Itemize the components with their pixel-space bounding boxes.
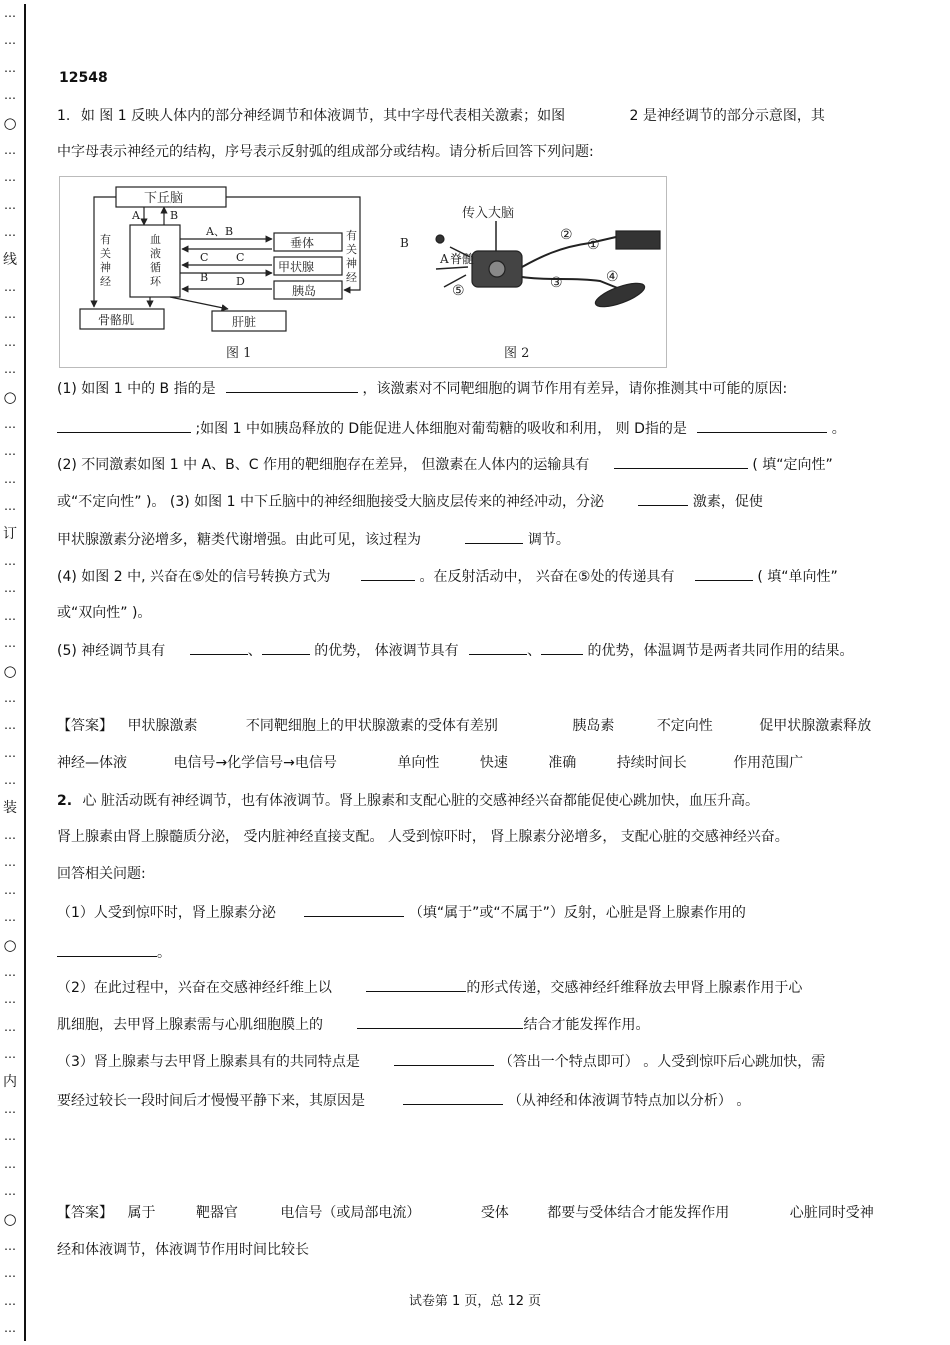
q2-sub1-line2 [57,942,171,963]
q2-answer-3: 电信号（或局部电流） [280,1205,421,1221]
q1-part2-line2 [57,491,763,512]
q1-number: 1. [57,108,71,124]
binding-mark: … [4,554,16,568]
binding-mark: … [4,1129,16,1143]
blood-char-4: 环 [150,275,161,288]
q1-part4-line [57,566,838,587]
fig2-to-brain: 传入大脑 [462,206,515,221]
fig2-label-5: ⑤ [452,283,465,299]
figure-panel [60,177,666,367]
q1-figures [59,176,667,368]
binding-mark: … [4,855,16,869]
blank-q2-1[interactable] [304,902,404,917]
binding-mark: … [4,88,16,102]
thyroid-label: 甲状腺 [278,260,315,274]
q1-answer-4: 不定向性 [656,718,713,734]
blood-char-1: 血 [150,233,161,246]
q2-number: 2. [57,793,73,809]
q1-answer-line-2 [57,753,803,773]
binding-mark: 装 [3,800,17,816]
q1-answer-7: 电信号→化学信号→电信号 [173,755,337,771]
muscle-label: 骨骼肌 [98,313,135,327]
nerve-right-4: 经 [346,271,357,284]
blank-5-humoral-1[interactable] [469,640,527,655]
binding-mark: … [4,773,16,787]
q1-answer-tag: 【答案】 [57,718,113,734]
q1-p1-text-b: ，该激素对不同靶细胞的调节作用有差异，请你推测其中可能的原因: [362,381,788,397]
q2-answer-line-2: 经和体液调节，体液调节作用时间比较长 [57,1242,309,1258]
fig2-label-4: ④ [606,269,619,285]
q2-answer-1: 属于 [127,1205,156,1221]
binding-mark: 订 [3,526,17,542]
liver-label: 肝脏 [232,315,257,329]
binding-margin [0,0,24,1345]
binding-mark: 内 [3,1074,17,1090]
q2-s3-text-b: （答出一个特点即可） 。人受到惊吓后心跳加快，需 [498,1054,826,1070]
binding-mark: … [4,609,16,623]
blank-4-signal[interactable] [361,566,415,581]
islet-label: 胰岛 [292,284,317,298]
spinal-gray-matter [489,261,505,277]
binding-mark: … [4,883,16,897]
nerve-left-4: 经 [100,275,111,288]
q1-p4-text-a: (4) 如图 2 中, 兴奋在⑤处的信号转换方式为 [57,569,331,585]
q2-s1-text-c: 。 [157,945,171,961]
q2-s3-text-c: 要经过较长一段时间后才慢慢平静下来，其原因是 [57,1093,365,1109]
q1-part3-line [57,529,570,550]
q1-answer-12: 作用范围广 [733,755,804,771]
binding-mark: … [4,444,16,458]
q1-text-b: 2 是神经调节的部分示意图，其 [629,108,825,124]
binding-mark: … [4,718,16,732]
binding-mark: ○ [3,662,17,680]
binding-mark: … [4,143,16,157]
fig1-label-c1: C [200,251,209,264]
q1-p4-text-b: 。在反射活动中， 兴奋在⑤处的传递具有 [419,569,675,585]
q2-sub2-line2 [57,1014,649,1035]
q1-answer-10: 准确 [548,755,577,771]
blank-q2-4[interactable] [357,1014,523,1029]
binding-mark: … [4,581,16,595]
q1-answer-2: 不同靶细胞上的甲状腺激素的受体有差别 [245,718,498,734]
blank-1-b[interactable] [226,378,358,393]
binding-mark: … [4,1047,16,1061]
document-id: 12548 [59,70,108,86]
q1-p2-text-c: 或“不定向性” )。 (3) 如图 1 中下丘脑中的神经细胞接受大脑皮层传来的神经冲动，分泌 [57,494,604,510]
binding-mark: … [4,61,16,75]
nerve-right-1: 有 [346,229,357,242]
q2-sub3-line2 [57,1090,750,1111]
fig1-label-c2: C [236,251,245,264]
q1-answer-1: 甲状腺激素 [127,718,198,734]
binding-mark: … [4,225,16,239]
binding-mark: … [4,691,16,705]
binding-mark: 线 [3,252,17,268]
nerve-left-3: 神 [100,261,111,274]
fig2-label-b: B [400,236,409,250]
q1-p5-text-b: 的优势， 体液调节具有 [314,643,459,659]
q1-p2-text-a: (2) 不同激素如图 1 中 A、B、C 作用的靶细胞存在差异， 但激素在人体内的运输具有 [57,457,590,473]
blank-5-neural-1[interactable] [190,640,248,655]
fig1-label-d: D [236,275,245,288]
fig1-label-b2: B [200,271,209,284]
blank-5-humoral-2[interactable] [541,640,583,655]
q1-p5-sep-2: 、 [527,643,542,659]
blank-3-hormone[interactable] [638,491,688,506]
binding-mark: … [4,1184,16,1198]
q1-part5-line [57,640,854,661]
q2-answer-2: 靶器官 [195,1205,238,1221]
fig2-label-spinal: 脊髓 [450,252,475,266]
binding-mark: ○ [3,1210,17,1228]
q2-sub2-line [57,977,802,998]
q1-p3-text-b: 调节。 [527,532,570,548]
q1-part1-line [57,378,787,399]
fig1-caption: 图 1 [226,346,252,361]
q1-line-1 [57,106,825,126]
fig1-label-a: A [132,209,140,222]
binding-mark: … [4,1266,16,1280]
q1-p1-text-a: (1) 如图 1 中的 B 指的是 [57,381,216,397]
binding-mark: … [4,1157,16,1171]
hypothalamus-label: 下丘脑 [144,191,184,206]
q1-p2-text-d: 激素，促使 [692,494,763,510]
q1-part4-line2: 或“双向性” )。 [57,605,152,621]
q1-answer-5: 促甲状腺激素释放 [759,718,872,734]
q2-answer-6: 心脏同时受神 [789,1205,874,1221]
fig1-label-b: B [170,209,179,222]
q2-line-3: 回答相关问题: [57,866,146,882]
q2-sub1-line [57,902,746,923]
q2-answer-5: 都要与受体结合才能发挥作用 [547,1205,730,1221]
nerve-left-2: 关 [100,247,111,260]
blank-1-d[interactable] [697,418,827,433]
blank-q2-3[interactable] [366,977,466,992]
arrow-blood-liver [170,297,228,309]
q2-answer-4: 受体 [480,1205,509,1221]
q1-answer-11: 持续时间长 [616,755,687,771]
figure-1 [80,187,360,361]
blood-char-3: 循 [150,261,161,274]
q1-p5-text-c: 的优势，体温调节是两者共同作用的结果。 [587,643,854,659]
fig2-caption: 图 2 [504,346,530,361]
q2-s1-text-a: （1）人受到惊吓时，肾上腺素分泌 [57,905,276,921]
binding-mark: … [4,307,16,321]
q2-line-2: 肾上腺素由肾上腺髓质分泌， 受内脏神经直接支配。 人受到惊吓时， 肾上腺素分泌增多， 支配心脏的交感神经兴奋。 [57,829,789,845]
binding-mark: ○ [3,936,17,954]
blank-4-direction[interactable] [695,566,753,581]
binding-mark: … [4,33,16,47]
binding-mark: … [4,472,16,486]
binding-mark: … [4,198,16,212]
q2-s2-text-b: 的形式传递，交感神经纤维释放去甲肾上腺素作用于心 [466,980,803,996]
q2-sub3-line [57,1051,825,1072]
q2-answer-tag: 【答案】 [57,1205,113,1221]
fig2-label-2: ② [560,227,573,243]
nerve-left-1: 有 [100,233,111,246]
binding-mark: … [4,1102,16,1116]
binding-mark: … [4,1321,16,1335]
q2-line-1 [57,791,759,811]
q1-answer-8: 单向性 [397,755,440,771]
q1-part1-line2 [57,418,846,439]
q1-answer-3: 胰岛素 [572,718,615,734]
page-footer: 试卷第 1 页，总 12 页 [408,1294,542,1309]
pituitary-label: 垂体 [290,236,315,250]
binding-mark: … [4,746,16,760]
nerve-right-2: 关 [346,243,357,256]
binding-mark: … [4,362,16,376]
q2-s3-text-d: （从神经和体液调节特点加以分析） 。 [507,1093,751,1109]
q2-text-1: 心 脏活动既有神经调节，也有体液调节。肾上腺素和支配心脏的交感神经兴奋都能促使心跳加快，血压升高。 [82,793,759,809]
binding-mark: … [4,910,16,924]
q2-answer-line-1 [57,1203,874,1223]
q1-p1-text-c: ;如图 1 中如胰岛释放的 D能促进人体细胞对葡萄糖的吸收和利用， 则 D指的是 [195,421,687,437]
q1-p1-text-d: 。 [831,421,846,437]
fig1-label-ab: A、B [206,225,234,238]
binding-mark: … [4,170,16,184]
q1-answer-line-1 [57,716,871,736]
binding-mark: … [4,6,16,20]
effector [593,279,647,312]
binding-mark: … [4,499,16,513]
q1-answer-6: 神经—体液 [57,755,127,771]
binding-mark: … [4,417,16,431]
q2-s2-text-d: 结合才能发挥作用。 [523,1017,650,1033]
q1-part2-line [57,454,833,475]
binding-mark: … [4,1239,16,1253]
fig2-label-3: ③ [550,275,563,291]
q1-line-2: 中字母表示神经元的结构，序号表示反射弧的组成部分或结构。请分析后回答下列问题: [57,144,594,160]
fig2-label-1: ① [587,237,600,253]
blank-q2-2[interactable] [57,942,157,957]
blood-char-2: 液 [150,247,161,260]
nerve-right-3: 神 [346,257,357,270]
blank-q2-6[interactable] [403,1090,503,1105]
blank-2-transport[interactable] [614,454,748,469]
binding-mark: … [4,965,16,979]
receptor [616,231,660,249]
blank-5-neural-2[interactable] [262,640,310,655]
binding-mark: … [4,335,16,349]
binding-mark: … [4,1020,16,1034]
q2-s2-text-a: （2）在此过程中，兴奋在交感神经纤维上以 [57,980,332,996]
q1-p5-sep-1: 、 [247,643,262,659]
binding-mark: ○ [3,114,17,132]
figure-2 [400,205,660,361]
q2-s3-text-a: （3）肾上腺素与去甲肾上腺素具有的共同特点是 [57,1054,360,1070]
q1-p2-text-b: ( 填“定向性” [752,457,833,473]
q1-p5-text-a: (5) 神经调节具有 [57,643,166,659]
binding-mark: … [4,1294,16,1308]
fig2-label-a: A [440,252,449,266]
binding-line [24,4,26,1341]
q1-p3-text-a: 甲状腺激素分泌增多，糖类代谢增强。由此可见，该过程为 [57,532,421,548]
blank-q2-5[interactable] [394,1051,494,1066]
neuron-body [436,235,444,243]
binding-mark: ○ [3,388,17,406]
q2-s2-text-c: 肌细胞，去甲肾上腺素需与心肌细胞膜上的 [57,1017,323,1033]
binding-mark: … [4,636,16,650]
binding-mark: … [4,280,16,294]
q1-p4-text-c: ( 填“单向性” [757,569,838,585]
blank-1-reason[interactable] [57,418,191,433]
binding-mark: … [4,992,16,1006]
q1-answer-9: 快速 [479,755,508,771]
binding-mark: … [4,828,16,842]
q1-text-a: 如 图 1 反映人体内的部分神经调节和体液调节，其中字母代表相关激素；如图 [80,108,566,124]
blank-3-regulation[interactable] [465,529,523,544]
q2-s1-text-b: （填“属于”或“不属于”）反射，心脏是肾上腺素作用的 [408,905,746,921]
